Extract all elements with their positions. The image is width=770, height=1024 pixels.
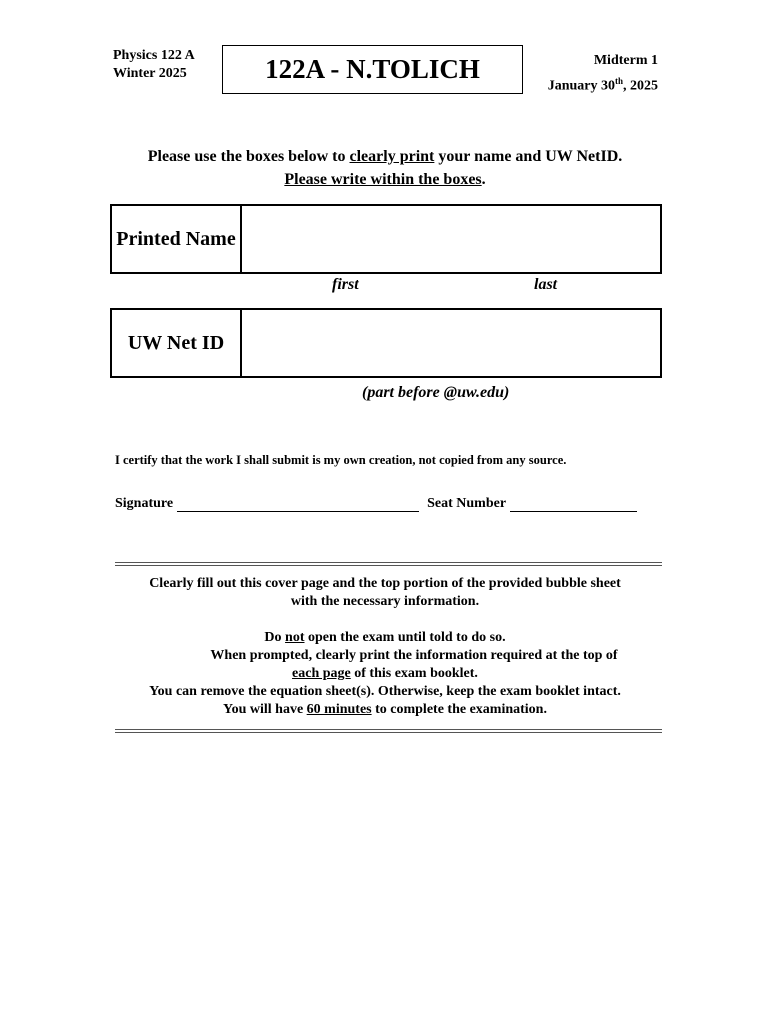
printed-name-label: Printed Name	[112, 206, 242, 272]
netid-label: UW Net ID	[112, 310, 242, 376]
instruction-text-end: your name and UW NetID.	[434, 148, 623, 165]
divider-top	[115, 562, 662, 566]
instruction-emphasis: clearly print	[349, 148, 435, 165]
exam-name: Midterm 1	[593, 53, 658, 68]
seat-number-line[interactable]	[510, 497, 637, 512]
note-emphasis: not	[285, 630, 305, 645]
instruction-line-2	[0, 168, 770, 191]
certification-statement: I certify that the work I shall submit is my own creation, not copied from any source.	[115, 453, 567, 467]
instructions	[0, 145, 770, 191]
note-line: Clearly fill out this cover page and the top portion of the provided bubble sheet	[149, 576, 621, 591]
note-line	[0, 665, 770, 683]
printed-name-field	[110, 204, 662, 274]
note-text: to complete the examination.	[371, 702, 547, 717]
term: Winter 2025	[113, 66, 187, 81]
note-emphasis: 60 minutes	[306, 702, 372, 717]
instruction-text: Please use the boxes below to	[147, 148, 350, 165]
note-line	[0, 629, 770, 647]
exam-date-sup: th	[614, 76, 623, 86]
course-name: Physics 122 A	[113, 48, 195, 63]
signature-label: Signature	[115, 496, 174, 511]
exam-title: 122A - N.TOLICH	[265, 54, 480, 84]
exam-date	[548, 71, 658, 97]
note-text: Do	[264, 630, 286, 645]
netid-input[interactable]	[242, 310, 660, 376]
note-text: You will have	[223, 702, 307, 717]
instruction-period: .	[481, 171, 486, 188]
exam-rules	[0, 629, 770, 719]
seat-number-label: Seat Number	[427, 496, 507, 511]
exam-date-year: , 2025	[623, 78, 658, 94]
printed-name-input[interactable]	[242, 206, 660, 272]
netid-field	[110, 308, 662, 378]
signature-line[interactable]	[177, 497, 419, 512]
first-name-hint: first	[332, 276, 359, 293]
note-line: When prompted, clearly print the information required at the top of	[210, 648, 618, 663]
exam-title-box	[222, 45, 523, 94]
cover-instructions	[0, 575, 770, 611]
netid-hint: (part before @uw.edu)	[362, 384, 510, 401]
note-line: with the necessary information.	[290, 594, 480, 609]
note-text: open the exam until told to do so.	[304, 630, 506, 645]
instruction-emphasis-2: Please write within the boxes	[284, 171, 482, 188]
course-info	[113, 47, 195, 83]
signature-row	[115, 496, 645, 512]
note-line: You can remove the equation sheet(s). Otherwise, keep the exam booklet intact.	[149, 684, 621, 699]
instruction-line-1	[0, 145, 770, 168]
note-text: of this exam booklet.	[350, 666, 478, 681]
exam-date-main: January 30	[547, 78, 615, 94]
note-line	[0, 701, 770, 719]
last-name-hint: last	[534, 276, 558, 293]
exam-info	[548, 51, 658, 97]
note-emphasis: each page	[292, 666, 351, 681]
divider-bottom	[115, 729, 662, 733]
